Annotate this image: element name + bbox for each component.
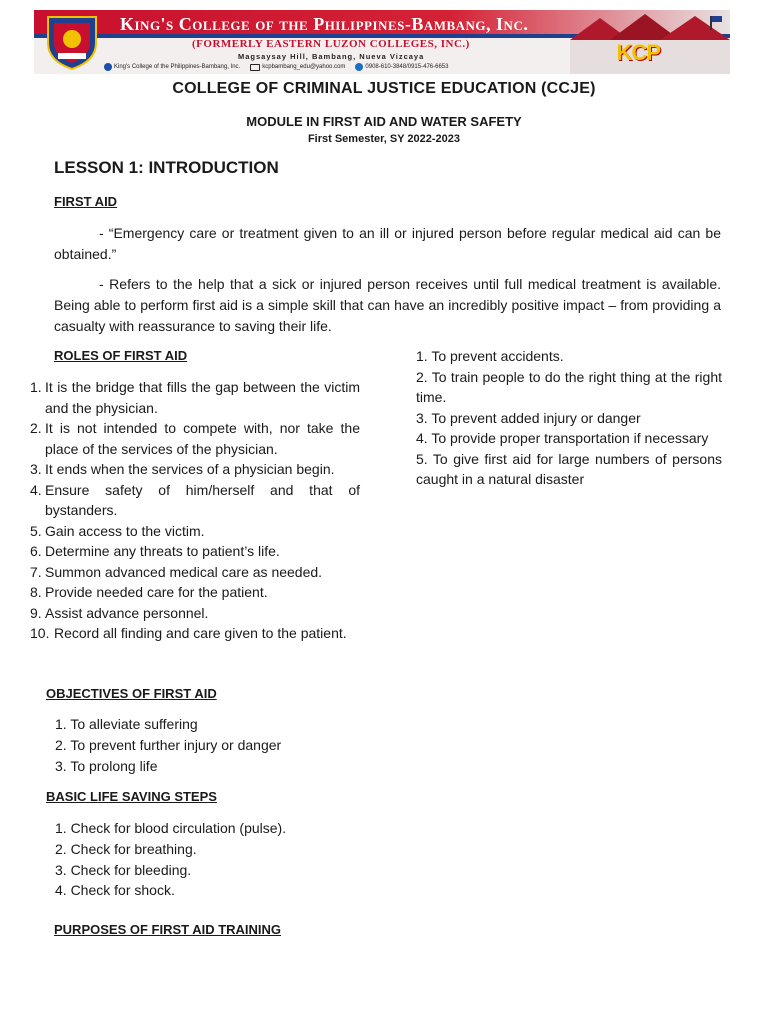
- role-text: Record all finding and care given to the patient.: [54, 625, 347, 641]
- role-text: Determine any threats to patient’s life.: [45, 543, 280, 559]
- former-name: (FORMERLY EASTERN LUZON COLLEGES, INC.): [192, 38, 470, 50]
- role-text: It is not intended to compete with, nor take the place of the services of the physician.: [45, 420, 360, 457]
- role-item: [30, 418, 360, 459]
- role-text: Provide needed care for the patient.: [45, 584, 268, 600]
- college-title: COLLEGE OF CRIMINAL JUSTICE EDUCATION (CCJE): [172, 80, 596, 97]
- contact-row: [104, 63, 448, 71]
- objective-item: 1. To alleviate suffering: [55, 716, 198, 732]
- role-text: Gain access to the victim.: [45, 522, 205, 539]
- role-item: [30, 623, 360, 644]
- phone-contact: [355, 63, 448, 71]
- role-number: 9.: [30, 604, 42, 621]
- role-item: [30, 541, 360, 562]
- lesson-title: LESSON 1: INTRODUCTION: [54, 158, 279, 177]
- objectives-heading: OBJECTIVES OF FIRST AID: [46, 686, 217, 701]
- module-title: MODULE IN FIRST AID AND WATER SAFETY: [246, 114, 522, 129]
- facebook-contact: [104, 63, 240, 71]
- objective-item: 3. To prolong life: [55, 757, 158, 774]
- school-seal-icon: [34, 12, 110, 72]
- role-item: [30, 603, 360, 624]
- first-aid-definition-1: - “Emergency care or treatment given to an ill or injured person before regular medical aid can be obtained.”: [54, 225, 721, 262]
- first-aid-heading: FIRST AID: [54, 194, 118, 209]
- purpose-item: 4. To provide proper transportation if necessary: [416, 430, 709, 446]
- role-number: 2.: [30, 420, 42, 436]
- facebook-text: King's College of the Philippines-Bambang, Inc.: [114, 64, 241, 70]
- step-item: 4. Check for shock.: [55, 882, 175, 899]
- role-number: 7.: [30, 563, 42, 580]
- role-text: Assist advance personnel.: [45, 604, 209, 621]
- role-text: Summon advanced medical care as needed.: [45, 563, 323, 580]
- purpose-item: 1. To prevent accidents.: [416, 348, 564, 364]
- role-item: [30, 459, 360, 480]
- facebook-icon: [104, 63, 112, 71]
- phone-icon: [355, 63, 363, 71]
- role-text: It ends when the services of a physician begin.: [45, 461, 335, 477]
- role-number: 3.: [30, 461, 42, 477]
- role-number: 6.: [30, 543, 42, 559]
- mail-icon: [250, 64, 260, 71]
- semester-label: First Semester, SY 2022-2023: [307, 133, 461, 145]
- role-number: 8.: [30, 584, 42, 600]
- roles-list: [30, 377, 360, 644]
- role-item: [30, 480, 360, 521]
- step-item: 1. Check for blood circulation (pulse).: [55, 820, 287, 836]
- purposes-list: [416, 346, 722, 490]
- role-item: [30, 562, 360, 583]
- school-address: Magsaysay Hill, Bambang, Nueva Vizcaya: [238, 52, 425, 61]
- role-item: [30, 521, 360, 542]
- email-text: kcpbambang_edu@yahoo.com: [262, 64, 346, 70]
- kcp-logo: KCP: [616, 40, 660, 65]
- purpose-item: 3. To prevent added injury or danger: [416, 409, 641, 426]
- header-banner: [34, 10, 730, 74]
- role-number: 10.: [30, 625, 50, 641]
- phone-text: 0908-610-3848/0915-476-6653: [365, 64, 449, 70]
- role-item: [30, 377, 360, 418]
- role-number: 1.: [30, 379, 42, 395]
- purpose-item: 2. To train people to do the right thing at the right time.: [416, 368, 722, 405]
- school-name: King's College of the Philippines-Bambang, Inc.: [120, 14, 529, 34]
- role-text: It is the bridge that fills the gap between the victim and the physician.: [45, 379, 360, 416]
- email-contact: [250, 64, 345, 71]
- step-item: 3. Check for bleeding.: [55, 861, 192, 878]
- basic-steps-list: [55, 818, 286, 901]
- basic-steps-heading: BASIC LIFE SAVING STEPS: [46, 789, 217, 804]
- purposes-heading: PURPOSES OF FIRST AID TRAINING: [54, 922, 282, 937]
- objectives-list: [55, 714, 281, 776]
- first-aid-definition-2: - Refers to the help that a sick or injured person receives until full medical treatment is available. Being able to perform first aid is a simple skill that can have an incredibly positive impact – from providing a casualty with reassurance to saving their life.: [54, 276, 721, 334]
- role-text: Ensure safety of him/herself and that of bystanders.: [45, 481, 360, 518]
- objective-item: 2. To prevent further injury or danger: [55, 736, 282, 753]
- step-item: 2. Check for breathing.: [55, 840, 197, 857]
- role-number: 4.: [30, 481, 42, 498]
- roles-heading: ROLES OF FIRST AID: [54, 348, 188, 363]
- purpose-item: 5. To give first aid for large numbers of persons caught in a natural disaster: [416, 450, 722, 487]
- role-number: 5.: [30, 522, 42, 539]
- role-item: [30, 582, 360, 603]
